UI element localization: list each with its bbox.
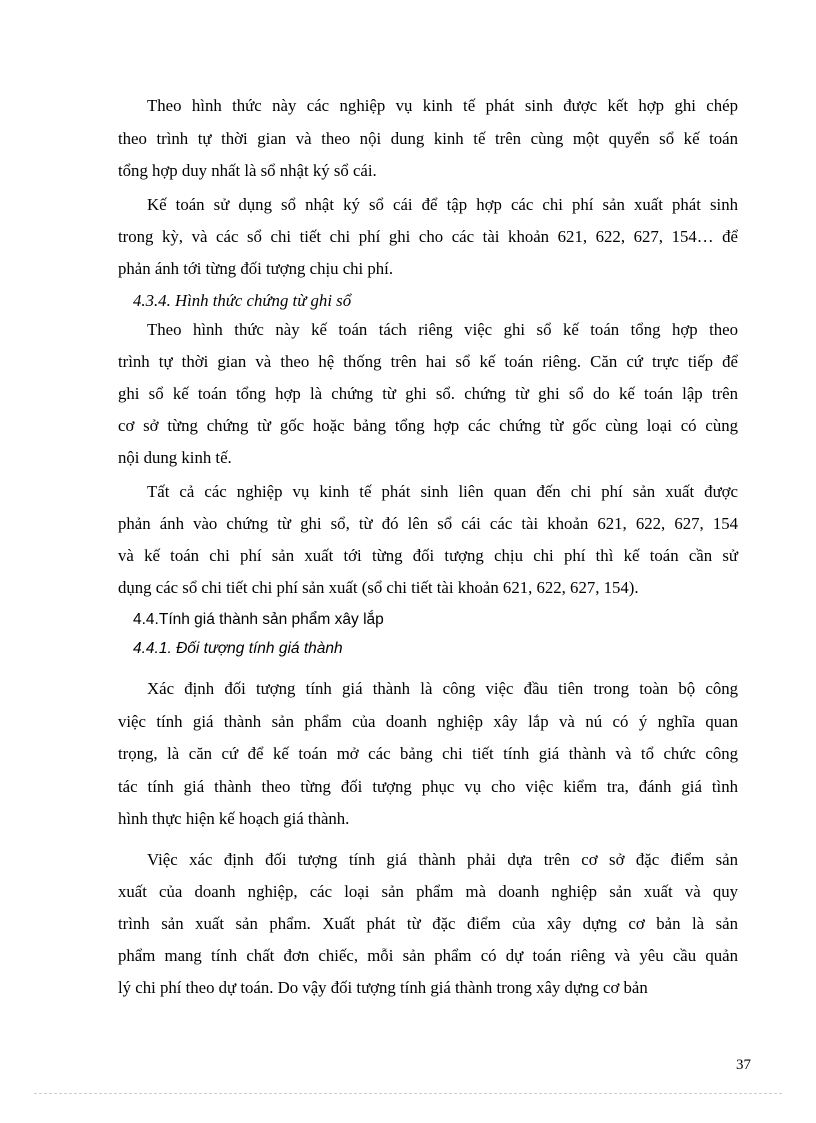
text-line: nội dung kinh tế. [118,448,232,467]
text-line: Xác định đối tượng tính giá thành là công việc đầu tiên trong toàn bộ công [147,679,738,698]
text-line: phản ánh vào chứng từ ghi sổ, từ đó lên sổ cái các tài khoản 621, 622, 627, 154 [118,514,738,533]
text-line: dụng các sổ chi tiết chi phí sản xuất (sổ chi tiết tài khoản 621, 622, 627, 154). [118,578,639,597]
page-number: 37 [736,1057,751,1073]
text-line: Việc xác định đối tượng tính giá thành phải dựa trên cơ sở đặc điểm sản [147,850,738,869]
section-heading: 4.3.4. Hình thức chứng từ ghi sổ [133,291,352,310]
text-line: Theo hình thức này kế toán tách riêng việc ghi sổ kế toán tổng hợp theo [147,320,738,339]
footer-divider [34,1093,782,1094]
text-line: trong kỳ, và các sổ chi tiết chi phí ghi cho các tài khoản 621, 622, 627, 154… để [118,227,738,246]
text-line: phẩm mang tính chất đơn chiếc, mỗi sản phẩm có dự toán riêng và yêu cầu quản [118,946,738,965]
text-line: ghi sổ kế toán tổng hợp là chứng từ ghi sổ. chứng từ ghi sổ do kế toán lập trên [118,384,738,403]
subsection-heading: 4.4.1. Đối tượng tính giá thành [133,640,343,657]
text-line: phản ánh tới từng đối tượng chịu chi phí. [118,259,394,278]
text-line: tổng hợp duy nhất là sổ nhật ký sổ cái. [118,161,377,180]
text-line: trình tự thời gian và theo hệ thống trên hai sổ kế toán riêng. Căn cứ trực tiếp để [118,352,738,371]
text-line: xuất của doanh nghiệp, các loại sản phẩm mà doanh nghiệp sản xuất và quy [118,882,738,901]
text-line: theo trình tự thời gian và theo nội dung kinh tế trên cùng một quyển sổ kế toán [118,129,738,148]
text-line: trình sản xuất sản phẩm. Xuất phát từ đặc điểm của xây dựng cơ bản là sản [118,914,738,933]
text-line: Theo hình thức này các nghiệp vụ kinh tế phát sinh được kết hợp ghi chép [147,96,738,115]
text-line: lý chi phí theo dự toán. Do vậy đối tượng tính giá thành trong xây dựng cơ bản [118,978,648,997]
text-line: Tất cả các nghiệp vụ kinh tế phát sinh liên quan đến chi phí sản xuất được [147,482,738,501]
section-heading: 4.4.Tính giá thành sản phẩm xây lắp [133,611,384,628]
text-line: Kế toán sử dụng sổ nhật ký sổ cái để tập hợp các chi phí sản xuất phát sinh [147,195,738,214]
text-line: hình thực hiện kế hoạch giá thành. [118,809,350,828]
text-line: việc tính giá thành sản phẩm của doanh nghiệp xây lắp và nú có ý nghĩa quan [118,712,738,731]
text-line: trọng, là căn cứ để kế toán mở các bảng chi tiết tính giá thành và tổ chức công [118,744,738,763]
text-line: và kế toán chi phí sản xuất tới từng đối tượng chịu chi phí thì kế toán cần sử [118,546,738,565]
text-line: tác tính giá thành theo từng đối tượng phục vụ cho việc kiểm tra, đánh giá tình [118,777,738,796]
text-line: cơ sở từng chứng từ gốc hoặc bảng tổng hợp các chứng từ gốc cùng loại có cùng [118,416,738,435]
